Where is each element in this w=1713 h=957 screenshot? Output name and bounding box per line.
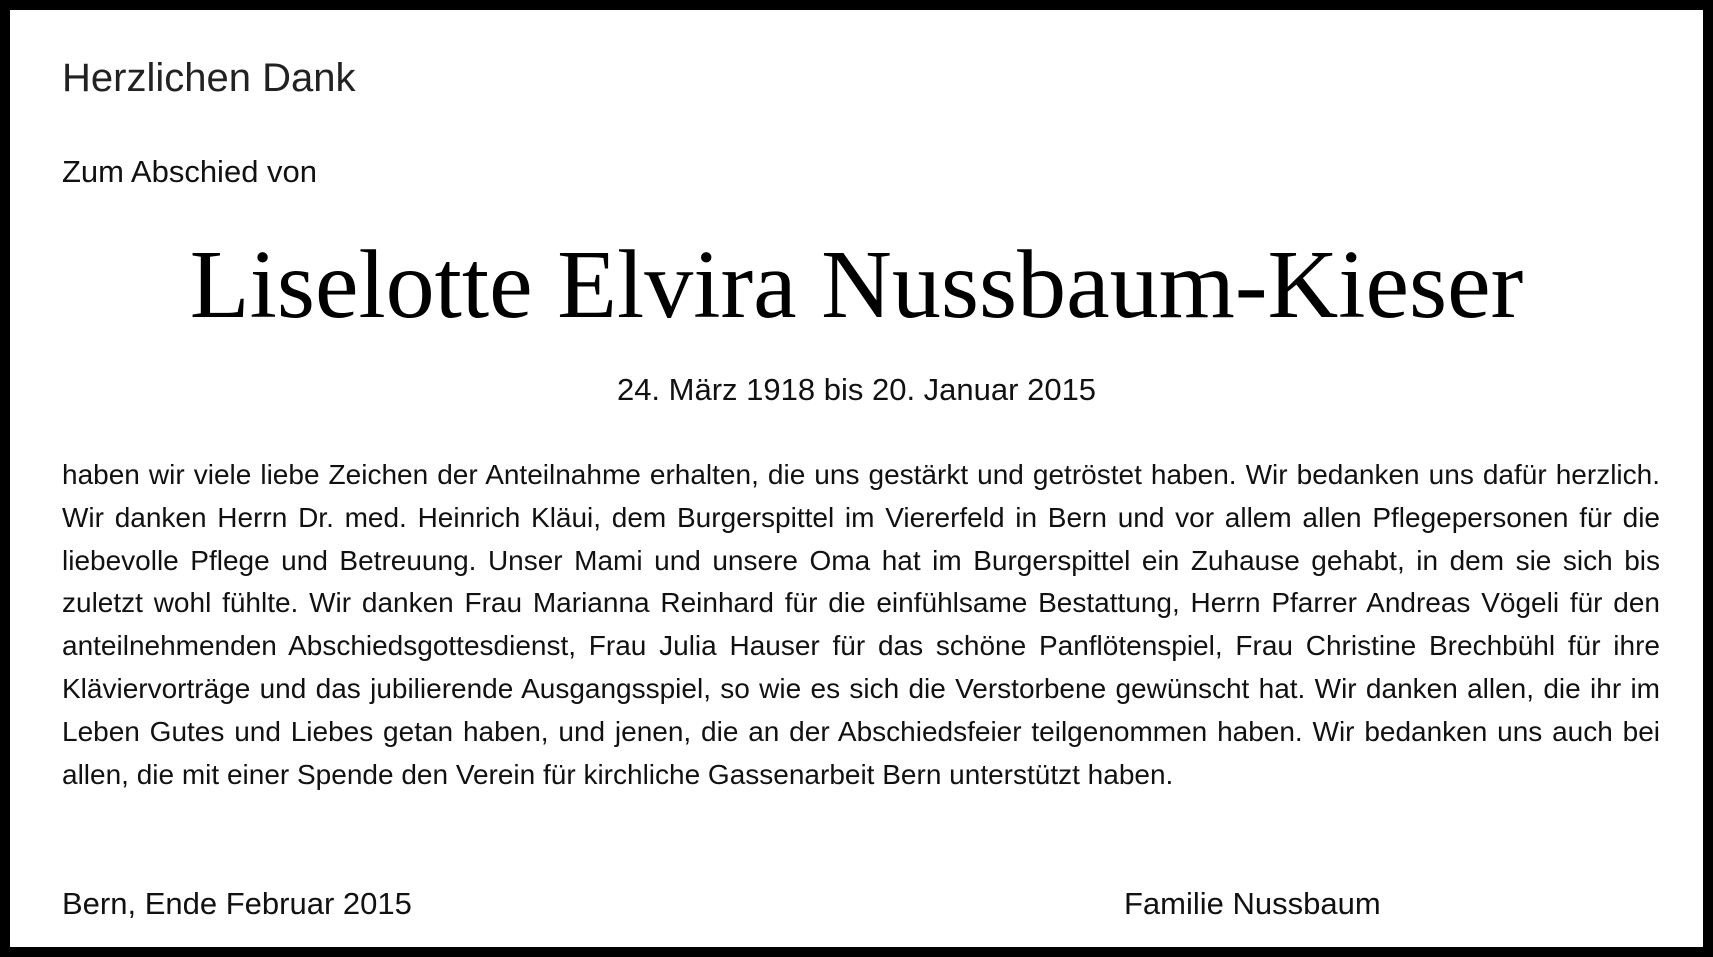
place-and-date: Bern, Ende Februar 2015 [62, 886, 412, 921]
deceased-name: Liselotte Elvira Nussbaum-Kieser [189, 231, 1524, 339]
notice-intro: Zum Abschied von [62, 154, 318, 189]
life-dates: 24. März 1918 bis 20. Januar 2015 [616, 372, 1097, 407]
signature: Familie Nussbaum [1124, 886, 1381, 921]
thank-you-text: haben wir viele liebe Zeichen der Anteilnahme erhalten, die uns gestärkt und getröstet haben. Wir bedanken uns dafür herzlich. Wir danken Herrn Dr. med. Heinrich Kläui, dem Burgerspittel im Viererfeld in Bern und vor allem allen Pflegepersonen für die liebevolle Pflege und Betreuung. Unser Mami und unsere Oma hat im Burgerspittel ein Zuhause gehabt, in dem sie sich bis zuletzt wohl fühlte. Wir danken Frau Marianna Reinhard für die einfühlsame Bestattung, Herrn Pfarrer Andreas Vögeli für den anteilnehmenden Abschiedsgottesdienst, Frau Julia Hauser für das schöne Panflötenspiel, Frau Christine Brechbühl für ihre Kläviervorträge und das jubilierende Ausgangsspiel, so wie es sich die Verstorbene gewünscht hat. Wir danken allen, die ihr im Leben Gutes und Liebes getan haben, und jenen, die an der Abschiedsfeier teilgenommen haben. Wir bedanken uns auch bei allen, die mit einer Spende den Verein für kirchliche Gassenarbeit Bern unterstützt haben. [62, 459, 1660, 790]
notice-heading: Herzlichen Dank [62, 56, 356, 100]
